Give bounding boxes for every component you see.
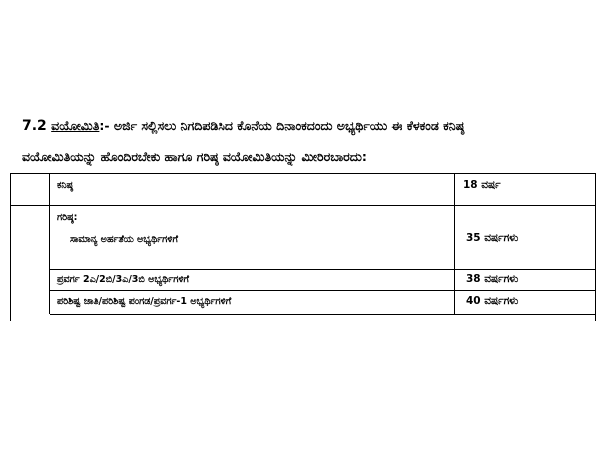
table-cell-subcategory: ಸಾಮಾನ್ಯ ಅರ್ಹತೆಯ ಅಭ್ಯರ್ಥಿಗಳಿಗೆ xyxy=(70,234,178,245)
table-cell-category: ಪರಿಶಿಷ್ಟ ಜಾತಿ/ಪರಿಶಿಷ್ಟ ಪಂಗಡ/ಪ್ರವರ್ಗ-1 ಅಭ್ಯರ್ಥಿಗಳಿಗೆ xyxy=(57,296,232,307)
table-cell-age: 35 ವರ್ಷಗಳು xyxy=(466,232,519,244)
table-cell-age: 40 ವರ್ಷಗಳು xyxy=(466,295,519,307)
age-limit-table xyxy=(10,173,596,321)
table-top-border xyxy=(10,173,596,174)
table-cell-age: 18 ವರ್ಷ xyxy=(463,179,501,191)
table-cell-category: ಪ್ರವರ್ಗ 2ಎ/2ಬಿ/3ಎ/3ಬಿ ಅಭ್ಯರ್ಥಿಗಳಿಗೆ xyxy=(57,274,190,285)
row-divider xyxy=(50,290,596,291)
row-divider xyxy=(10,205,596,206)
section-heading-text: :- ಅರ್ಜಿ ಸಲ್ಲಿಸಲು ನಿಗದಿಪಡಿಸಿದ ಕೊನೆಯ ದಿನಾಂಕದಂದು ಅಭ್ಯರ್ಥಿಯು ಈ ಕೆಳಕಂಡ ಕನಿಷ್ಠ xyxy=(99,118,465,133)
table-cell-age: 38 ವರ್ಷಗಳು xyxy=(466,273,519,285)
table-right-border xyxy=(595,173,596,321)
table-left-border xyxy=(10,173,11,321)
section-heading-continuation: ವಯೋಮಿತಿಯನ್ನು ಹೊಂದಿರಬೇಕು ಹಾಗೂ ಗರಿಷ್ಠ ವಯೋಮಿತಿಯನ್ನು ಮೀರಿರಬಾರದು: xyxy=(22,149,367,164)
section-number: 7.2 xyxy=(22,118,47,134)
section-heading xyxy=(22,118,592,134)
table-cell-category: ಕನಿಷ್ಠ xyxy=(57,180,74,191)
row-divider xyxy=(50,269,596,270)
table-cell-category: ಗರಿಷ್ಠ: xyxy=(57,212,78,223)
row-divider xyxy=(50,314,596,315)
column-divider xyxy=(454,173,455,314)
section-title: ವಯೋಮಿತಿ xyxy=(51,118,100,133)
column-divider xyxy=(49,173,50,314)
